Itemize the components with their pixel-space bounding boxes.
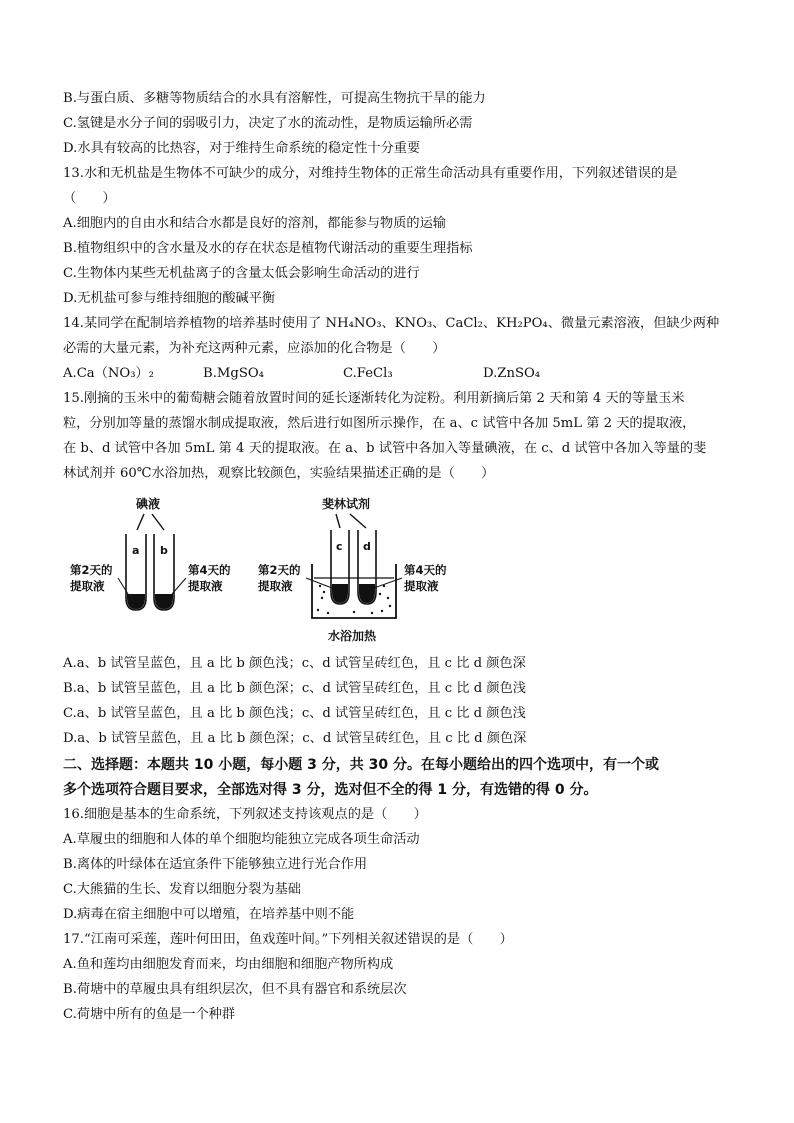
left-day2-label-2: 提取液 (70, 579, 105, 593)
q12-option-d: D.水具有较高的比热容，对于维持生命系统的稳定性十分重要 (63, 141, 421, 156)
q14-stem-line1: 14.某同学在配制培养植物的培养基时使用了 NH₄NO₃、KNO₃、CaCl₂、KH₂PO₄、微量元素溶液，但缺少两种 (63, 316, 720, 331)
q14-option-a: A.Ca（NO₃）₂ (63, 366, 154, 381)
right-day4-label-2: 提取液 (404, 579, 439, 593)
q16-option-b: B.离体的叶绿体在适宜条件下能够独立进行光合作用 (63, 857, 368, 872)
left-day4-label-1: 第4天的 (188, 563, 231, 577)
q15-option-a: A.a、b 试管呈蓝色，且 a 比 b 颜色浅；c、d 试管呈砖红色，且 c 比 d 颜色深 (63, 656, 526, 671)
q14-option-c: C.FeCl₃ (343, 366, 393, 381)
q13-option-d: D.无机盐可参与维持细胞的酸碱平衡 (63, 291, 276, 306)
q17-option-b: B.荷塘中的草履虫具有组织层次，但不具有器官和系统层次 (63, 982, 407, 997)
q15-stem-line1: 15.刚摘的玉米中的葡萄糖会随着放置时间的延长逐渐转化为淀粉。利用新摘后第 2 天和第 4 天的等量玉米 (63, 391, 685, 406)
q13-option-c: C.生物体内某些无机盐离子的含量太低会影响生命活动的进行 (63, 266, 420, 281)
q13-answer-paren: （ ） (63, 191, 116, 206)
left-day2-label-1: 第2天的 (70, 563, 113, 577)
q12-option-b: B.与蛋白质、多糖等物质结合的水具有溶解性，可提高生物抗干旱的能力 (63, 91, 486, 106)
q15-option-d: D.a、b 试管呈蓝色，且 a 比 b 颜色深；c、d 试管呈砖红色，且 c 比 d 颜色深 (63, 731, 527, 746)
q14-option-b: B.MgSO₄ (203, 366, 264, 381)
q15-option-c: C.a、b 试管呈蓝色，且 a 比 b 颜色浅；c、d 试管呈砖红色，且 c 比 d 颜色浅 (63, 706, 526, 721)
q16-option-a: A.草履虫的细胞和人体的单个细胞均能独立完成各项生命活动 (63, 832, 420, 847)
tube-b-label: b (160, 544, 168, 557)
tube-d-label: d (363, 540, 371, 553)
q15-stem-line3: 在 b、d 试管中各加 5mL 第 4 天的提取液。在 a、b 试管中各加入等量碘液，在 c、d 试管中各加入等量的斐 (63, 441, 707, 456)
q13-option-b: B.植物组织中的含水量及水的存在状态是植物代谢活动的重要生理指标 (63, 241, 473, 256)
experiment-figure (60, 494, 460, 646)
section2-instructions-line2: 多个选项符合题目要求，全部选对得 3 分，选对但不全的得 1 分，有选错的得 0 分。 (63, 782, 598, 798)
water-bath-beaker (312, 564, 396, 618)
q14-stem-line2: 必需的大量元素，为补充这两种元素，应添加的化合物是（ ） (63, 341, 446, 356)
right-day2-label-1: 第2天的 (258, 563, 301, 577)
q15-stem-line2: 粒，分别加等量的蒸馏水制成提取液，然后进行如图所示操作，在 a、c 试管中各加 5mL 第 2 天的提取液， (63, 416, 696, 431)
q17-option-a: A.鱼和莲均由细胞发育而来，均由细胞和细胞产物所构成 (63, 957, 394, 972)
fehling-label: 斐林试剂 (322, 497, 371, 511)
q17-stem: 17.“江南可采莲，莲叶何田田，鱼戏莲叶间。”下列相关叙述错误的是（ ） (63, 932, 513, 947)
tube-c-label: c (336, 540, 343, 553)
right-day2-label-2: 提取液 (258, 579, 293, 593)
q16-option-c: C.大熊猫的生长、发育以细胞分裂为基础 (63, 882, 301, 897)
q12-option-c: C.氢键是水分子间的弱吸引力，决定了水的流动性，是物质运输所必需 (63, 116, 473, 131)
q15-stem-line4: 林试剂并 60℃水浴加热，观察比较颜色，实验结果描述正确的是（ ） (63, 466, 495, 481)
right-day4-label-1: 第4天的 (404, 563, 447, 577)
q17-option-c: C.荷塘中所有的鱼是一个种群 (63, 1007, 236, 1022)
q13-option-a: A.细胞内的自由水和结合水都是良好的溶剂，都能参与物质的运输 (63, 216, 446, 231)
q16-stem: 16.细胞是基本的生命系统，下列叙述支持该观点的是（ ） (63, 807, 427, 822)
water-bath-label: 水浴加热 (328, 629, 377, 643)
iodine-label: 碘液 (136, 497, 161, 511)
q16-option-d: D.病毒在宿主细胞中可以增殖，在培养基中则不能 (63, 907, 355, 922)
q14-option-d: D.ZnSO₄ (483, 366, 541, 381)
section2-instructions-line1: 二、选择题：本题共 10 小题，每小题 3 分，共 30 分。在每小题给出的四个选项中，有一个或 (63, 757, 659, 773)
q15-option-b: B.a、b 试管呈蓝色，且 a 比 b 颜色深；c、d 试管呈砖红色，且 c 比 d 颜色浅 (63, 681, 526, 696)
tube-a-label: a (132, 544, 140, 557)
left-day4-label-2: 提取液 (188, 579, 223, 593)
q13-stem: 13.水和无机盐是生物体不可缺少的成分，对维持生物体的正常生命活动具有重要作用，下列叙述错误的是 (63, 166, 678, 181)
